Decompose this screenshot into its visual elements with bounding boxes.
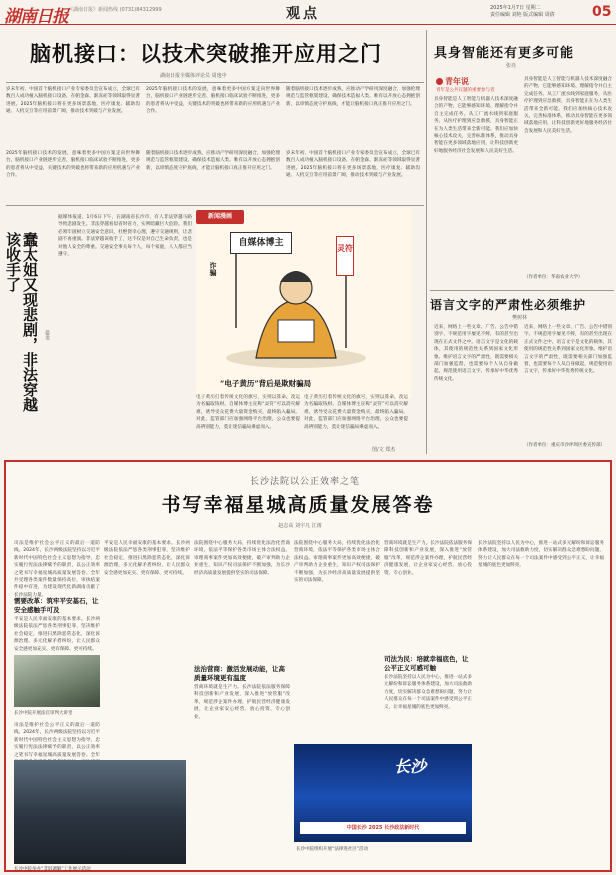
right2-body-2: 近来，网络上一些文章、广告、公告中错别字、不规范用字屡见不鲜，有的甚至出现在正式文件之中。语言文字是文化的载体，其使用的规范性关系到国家文化形象。维护语言文字的严肃性，既需要相关部门加强监督，也需要每个人从自身做起，规范使用语言文字，传承好中华优秀传统文化。: [524, 325, 612, 375]
right1-body-1: 具身智能是人工智能与机器人技术深度融合的产物，它能够感知环境、理解指令并自主完成任务。从工厂流水线到家庭服务，从医疗护理到应急救援，具身智能正在为人类生活带来全新可能。我们应加快核心技术攻关，完善标准体系，推动具身智能在更多领域落地应用，让科技创新更好地服务经济社会发展和人民美好生活。: [434, 97, 518, 154]
right1-note: （作者单位：华南农业大学）: [524, 275, 583, 280]
city-banner-text: 中国长沙 2025 长沙政法新时代: [300, 822, 466, 834]
city-name: 长沙: [394, 757, 427, 776]
youth-badge-icon: [436, 78, 443, 85]
vertical-headline: 蠢太姐又现悲剧，非法穿越该收手了: [4, 232, 39, 412]
feature-col5-body: 长沙法院坚持以人民为中心，推进一站式多元解纷和诉讼服务体系建设，加大司法救助力度，切实解决群众急难愁盼问题，努力让人民群众在每一个司法案件中感受到公平正义，让幸福星城的底色更加鲜亮。: [384, 675, 472, 710]
lead-column-2b: 随着脑机接口技术逐步成熟，应推动产学研用深度融合，加强伦理规范与监管框架建设，确保技术造福人类。唯有以开放心态拥抱创新，以审慎态度守护底线，才能让脑机接口真正推开应用之门。: [146, 151, 280, 171]
youth-badge-subtitle: 青年是公共议题的重要参与者: [436, 88, 495, 93]
feature-headline: 书写幸福星城高质量发展答卷: [161, 494, 435, 516]
youth-badge-label: 青年说: [445, 77, 469, 86]
photo-caption-3: 长沙中院组织开展“法律进社区”活动: [296, 847, 369, 852]
feature-kicker: 长沙法院以公正效率之笔: [249, 477, 360, 487]
right-author-1: 张亮: [506, 63, 517, 69]
right-divider: [426, 30, 427, 454]
lead-column-1: 岁末年初，中国首个脑机接口产业专家委员会宣布成立，全球已有数百人成功植入脑机接口设备，在帕金森、渐冻症等领域取得显著进展。2025年脑机接口将在更多场景落地，医疗康复、辅助沟通、人机交互等应用前景广阔，推动技术突破与产业发展。: [6, 87, 140, 115]
newspaper-logo: 湖南日报: [4, 7, 68, 27]
feature-col5: 营商环境就是生产力。长沙法院依法服务保障科技创新和产业发展，深入推进“放管服”改革，规范涉企案件办理，护航民营经济健康发展，让企业家安心经营、放心投资、专心创业。: [384, 541, 472, 576]
hotline-text: 《湖南日报》新闻热线 (0731)84312999: [68, 7, 162, 13]
blogger-sign: 自媒体博主: [230, 232, 292, 254]
lead-rule: [6, 82, 424, 83]
feature-col1-more: 司法是维护社会公平正义的最后一道防线。2024年，长沙两级法院坚持以习近平新时代中国特色社会主义思想为指导，忠实履行宪法法律赋予的职责，以公正效率之笔书写幸福星城高质量发展答卷。全年: [14, 723, 100, 758]
right-headline-1: 具身智能还有更多可能: [434, 46, 575, 61]
right-headline-2: 语言文字的严肃性必须维护: [430, 298, 587, 312]
photo-city-banner: [294, 744, 472, 842]
right-rule: [430, 290, 614, 291]
feature-byline: 赵志高 刘宇凡 江雨: [278, 523, 322, 529]
cartoon-credit: 图/文 郑杰: [372, 447, 396, 453]
feature-subhead-1: 需要改革：筑牢平安基石，让安全感触手可及: [14, 597, 99, 614]
header-meta: [490, 5, 555, 19]
talisman-sign: 灵符: [336, 236, 354, 276]
lead-byline: 湖南日报全媒体评论员 周逸中: [160, 73, 227, 79]
photo-mediation-event: [14, 760, 186, 864]
photo-caption-1: 长沙中院开展法官审判大讲堂: [14, 711, 73, 716]
lead-column-3: 随着脑机接口技术逐步成熟，应推动产学研用深度融合，加强伦理规范与监管框架建设，确保技术造福人类。唯有以开放心态拥抱创新，以审慎态度守护底线，才能让脑机接口真正推开应用之门。: [286, 87, 420, 107]
issue-date: 2025年1月7日 星期二: [490, 5, 541, 11]
feature-col2: 平安是人民幸福安康的基本要求。长沙两级法院依法严惩各类刑事犯罪，坚决维护社会稳定，推进扫黑除恶常态化，深化诉源治理，多元化解矛盾纠纷，让人民群众安全感更加充实、更有保障、更可持续。: [104, 541, 190, 576]
cartoon-body-1: 电子黄历打着传统文化的旗号，实则以算命、改运为名骗取钱财。自媒体博主宣称“灵符”可以消灾解难，诱导受众花费大量资金购买，最终陷入骗局。对此，监管部门应加强网络平台治理，公众也要提高辨别能力，莫让迷信骗局乘虚而入。: [196, 395, 300, 430]
right-author-2: 樊树林: [512, 315, 528, 321]
feature-col1-intro: 司法是维护社会公平正义的最后一道防线。2024年，长沙两级法院坚持以习近平新时代中国特色社会主义思想为指导，忠实履行宪法法律赋予的职责，以公正效率之笔书写幸福星城高质量发展答卷。全年共受理各类案件数量保持高位，审执结案件稳中有进，为建设现代化新湖南贡献了长沙法院力量。: [14, 541, 100, 598]
cartoon-illustration: [196, 208, 411, 378]
feature-subhead-3: 司法为民：培就幸福底色，让公平正义可感可触: [384, 655, 469, 672]
right2-note: （作者单位：重庆市沙坪坝区委宣传部）: [524, 443, 605, 448]
lead-column-1b: 2025年脑机接口技术的发展，意味着更多中国方案走向世界舞台，脑机接口产业链逐步完善，脑机接口临床试验不断推进，更多的患者将从中受益，关键技术的突破也将带来新的应用机遇与产业合作。: [6, 151, 140, 179]
lead-bottom-rule: [6, 205, 424, 206]
cartoon-caption: “电子黄历”背后是欺财骗局: [220, 379, 312, 388]
photo-trial-lecture: [14, 655, 100, 707]
cartoon-body-2: 电子黄历打着传统文化的旗号，实则以算命、改运为名骗取钱财。自媒体博主宣称“灵符”可以消灾解难，诱导受众花费大量资金购买，最终陷入骗局。对此，监管部门应加强网络平台治理，公众也要提高辨别能力，莫让迷信骗局乘虚而入。: [304, 395, 408, 430]
feature-col4: 法院围绕中心服务大局，持续优化法治化营商环境，依法平等保护各类市场主体合法权益。审理商事案件更加高效便捷，破产审判助力企业重生，知识产权司法保护不断加强，为长沙经济高质量发展提供坚实的司法保障。: [294, 541, 380, 584]
feature-col6: 长沙法院坚持以人民为中心，推进一站式多元解纷和诉讼服务体系建设，加大司法救助力度，切实解决群众急难愁盼问题，努力让人民群众在每一个司法案件中感受到公平正义，让幸福星城的底色更加鲜亮。: [478, 541, 604, 569]
lead-headline: 脑机接口：以技术突破推开应用之门: [30, 41, 382, 66]
feature-col3: 法院围绕中心服务大局，持续优化法治化营商环境，依法平等保护各类市场主体合法权益。审理商事案件更加高效便捷，破产审判助力企业重生，知识产权司法保护不断加强，为长沙经济高质量发展提供坚实的司法保障。: [194, 541, 290, 576]
fraud-label: 诈骗: [209, 262, 218, 276]
right1-body-2: 具身智能是人工智能与机器人技术深度融合的产物，它能够感知环境、理解指令并自主完成任务。从工厂流水线到家庭服务，从医疗护理到应急救援，具身智能正在为人类生活带来全新可能。我们应加快核心技术攻关，完善标准体系，推动具身智能在更多领域落地应用，让科技创新更好地服务经济社会发展和人民美好生活。: [524, 77, 612, 134]
section-title: 观点: [286, 6, 320, 22]
photo-caption-2: 长沙中院举办“非诉调解”工作展示活动: [14, 867, 91, 872]
vertical-body: 据媒体报道，1月6日下午，在湖南省长沙市，有人非法穿越马路导致悲剧发生。非法穿越看似省时省力，实则暗藏巨大危险。我们必须牢固树立交通安全意识，杜绝侥幸心理，遵守交通规则，让悲剧不再重演。非法穿越该收手了，这不仅是对自己生命负责，也是对他人安全的尊重。交通安全事关每个人，每个家庭，人人都应当遵守。: [58, 215, 192, 258]
vertical-author: 晏龙: [44, 330, 50, 340]
right2-body-1: 近来，网络上一些文章、广告、公告中错别字、不规范用字屡见不鲜，有的甚至出现在正式文件之中。语言文字是文化的载体，其使用的规范性关系到国家文化形象。维护语言文字的严肃性，既需要相关部门加强监督，也需要每个人从自身做起，规范使用语言文字，传承好中华优秀传统文化。: [434, 325, 518, 382]
lead-column-2: 2025年脑机接口技术的发展，意味着更多中国方案走向世界舞台，脑机接口产业链逐步完善，脑机接口临床试验不断推进，更多的患者将从中受益，关键技术的突破也将带来新的应用机遇与产业合作。: [146, 87, 280, 115]
cartoon-badge: 新闻漫画: [196, 210, 244, 224]
editor-credit: 责任编辑 刘艳 版式编辑 周倩: [490, 12, 555, 18]
lead-column-3b: 岁末年初，中国首个脑机接口产业专家委员会宣布成立，全球已有数百人成功植入脑机接口设备，在帕金森、渐冻症等领域取得显著进展。2025年脑机接口将在更多场景落地，医疗康复、辅助沟通、人机交互等应用前景广阔，推动技术突破与产业发展。: [286, 151, 420, 179]
feature-col1-body: 平安是人民幸福安康的基本要求。长沙两级法院依法严惩各类刑事犯罪，坚决维护社会稳定，推进扫黑除恶常态化，深化诉源治理，多元化解矛盾纠纷，让人民群众安全感更加充实、更有保障、更可持续。: [14, 617, 100, 652]
feature-subhead-2: 法治营商：激活发展动能，让高质量环境更有温度: [194, 665, 285, 682]
cartoon-panel: [196, 208, 411, 398]
page-number: 05: [592, 4, 612, 20]
feature-col3-body: 营商环境就是生产力。长沙法院依法服务保障科技创新和产业发展，深入推进“放管服”改革，规范涉企案件办理，护航民营经济健康发展，让企业家安心经营、放心投资、专心创业。: [194, 685, 290, 720]
youth-badge: [436, 76, 469, 87]
